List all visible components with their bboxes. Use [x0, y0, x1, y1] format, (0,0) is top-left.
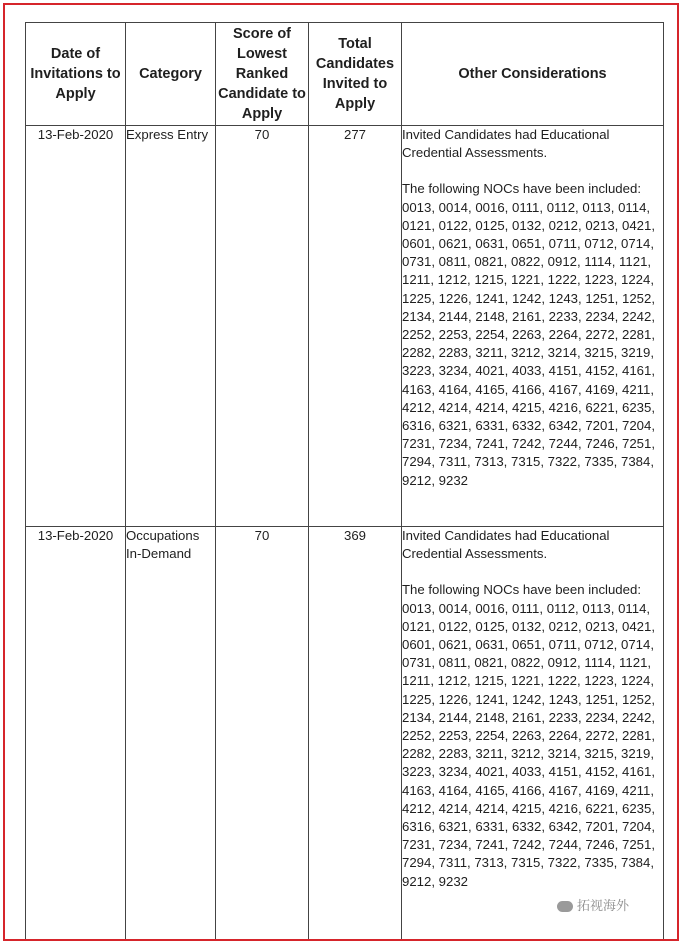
cell-date: 13-Feb-2020 [26, 126, 126, 527]
ecа-note: Invited Candidates had Educational Credential Assessments. [402, 127, 610, 161]
cell-total: 277 [309, 126, 402, 527]
table-row [26, 527, 664, 942]
header-score: Score of Lowest Ranked Candidate to Apply [216, 23, 309, 126]
cell-score: 70 [216, 126, 309, 527]
table-header-row [26, 23, 664, 126]
cell-category: Occupations In-Demand [126, 527, 216, 942]
header-date: Date of Invitations to Apply [26, 23, 126, 126]
noc-list: 0013, 0014, 0016, 0111, 0112, 0113, 0114, 0121, 0122, 0125, 0132, 0212, 0213, 0421, 0601, 0621, 0631, 0651, 0711, 0712, 0714, 0731, 0811, 0821, 0822, 0912, 1114, 1121, 1211, 1212, 1215, 1221, 1222, 1223, 1224, 1225, 1226, 1241, 1242, 1243, 1251, 1252, 2134, 2144, 2148, 2161, 2233, 2234, 2242, 2252, 2253, 2254, 2263, 2264, 2272, 2281, 2282, 2283, 3211, 3212, 3214, 3215, 3219, 3223, 3234, 4021, 4033, 4151, 4152, 4161, 4163, 4164, 4165, 4166, 4167, 4169, 4211, 4212, 4214, 4214, 4215, 4216, 6221, 6235, 6316, 6321, 6331, 6332, 6342, 7201, 7204, 7231, 7234, 7241, 7242, 7244, 7246, 7251, 7294, 7311, 7313, 7315, 7322, 7335, 7384, 9212, 9232 [402, 199, 655, 488]
header-category: Category [126, 23, 216, 126]
wechat-icon [557, 901, 573, 912]
invitation-rounds-table [25, 22, 664, 941]
header-other: Other Considerations [402, 23, 664, 126]
header-total: Total Candidates Invited to Apply [309, 23, 402, 126]
watermark-text: 拓视海外 [577, 899, 630, 914]
noc-heading: The following NOCs have been included: [402, 582, 641, 598]
eca-note: Invited Candidates had Educational Credential Assessments. [402, 528, 610, 562]
cell-other-considerations [402, 126, 664, 527]
cell-other-considerations [402, 527, 664, 942]
noc-list: 0013, 0014, 0016, 0111, 0112, 0113, 0114, 0121, 0122, 0125, 0132, 0212, 0213, 0421, 0601, 0621, 0631, 0651, 0711, 0712, 0714, 0731, 0811, 0821, 0822, 0912, 1114, 1121, 1211, 1212, 1215, 1221, 1222, 1223, 1224, 1225, 1226, 1241, 1242, 1243, 1251, 1252, 2134, 2144, 2148, 2161, 2233, 2234, 2242, 2252, 2253, 2254, 2263, 2264, 2272, 2281, 2282, 2283, 3211, 3212, 3214, 3215, 3219, 3223, 3234, 4021, 4033, 4151, 4152, 4161, 4163, 4164, 4165, 4166, 4167, 4169, 4211, 4212, 4214, 4214, 4215, 4216, 6221, 6235, 6316, 6321, 6331, 6332, 6342, 7201, 7204, 7231, 7234, 7241, 7242, 7244, 7246, 7251, 7294, 7311, 7313, 7315, 7322, 7335, 7384, 9212, 9232 [402, 600, 655, 889]
table-row [26, 126, 664, 527]
noc-heading: The following NOCs have been included: [402, 181, 641, 197]
watermark [557, 895, 629, 914]
cell-category: Express Entry [126, 126, 216, 527]
cell-total: 369 [309, 527, 402, 942]
cell-score: 70 [216, 527, 309, 942]
cell-date: 13-Feb-2020 [26, 527, 126, 942]
document-frame [3, 3, 679, 941]
